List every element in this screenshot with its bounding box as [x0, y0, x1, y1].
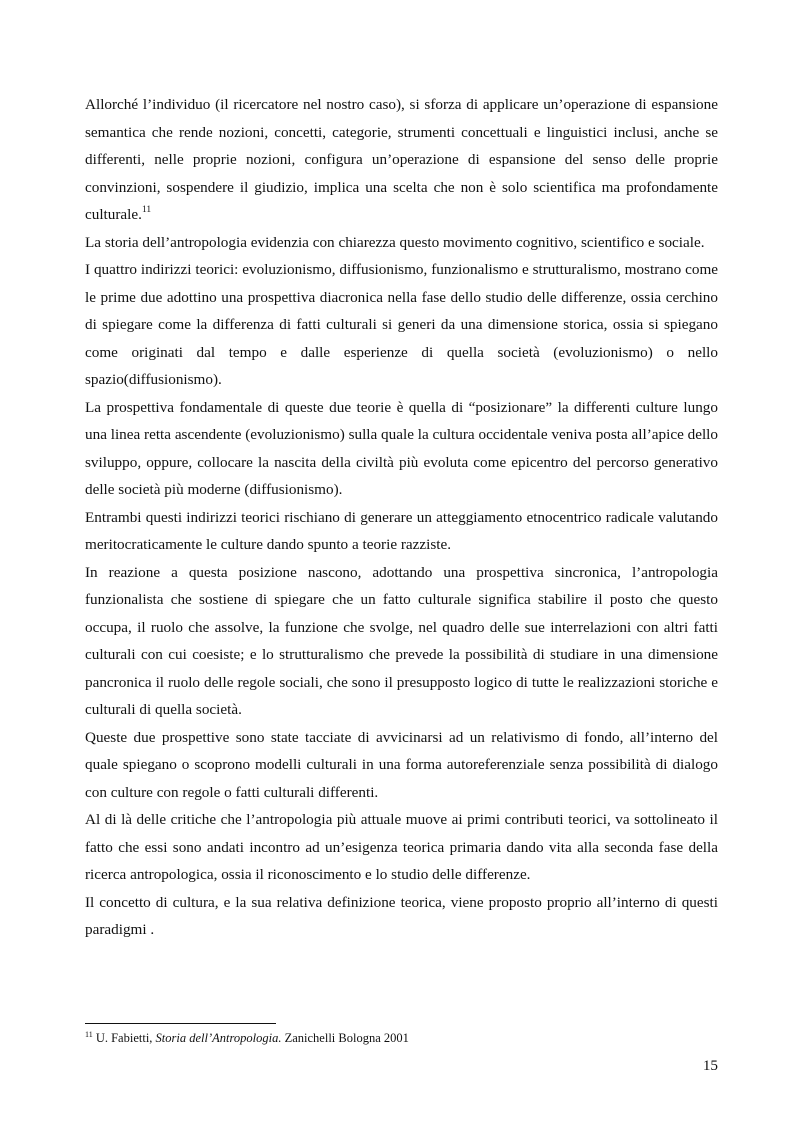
- paragraph: La prospettiva fondamentale di queste due teorie è quella di “posizionare” la differenti culture lungo una linea retta ascendente (evoluzionismo) sulla quale la cultura occidentale veniva posta all’apice dello sviluppo, oppure, collocare la nascita della civiltà più evoluta come epicentro del percorso generativo delle società più moderne (diffusionismo).: [85, 398, 718, 498]
- footnote: [85, 1030, 718, 1046]
- footnote-number: 11: [85, 1029, 93, 1039]
- footnote-publisher: Zanichelli Bologna 2001: [284, 1031, 409, 1045]
- footnote-reference: 11: [141, 204, 152, 215]
- paragraph: In reazione a questa posizione nascono, adottando una prospettiva sincronica, l’antropologia funzionalista che sostiene di spiegare che un fatto culturale significa stabilire il posto che questo occupa, il ruolo che assolve, la funzione che svolge, nel quadro delle sue interrelazioni con altri fatti culturali con cui coesiste; e lo strutturalismo che prevede la possibilità di studiare in una dimensione pancronica il ruolo delle regole sociali, che sono il presupposto logico di tutte le realizzazioni storiche e culturali di quella società.: [85, 563, 718, 718]
- body-text: [85, 91, 718, 944]
- footnote-author: U. Fabietti,: [95, 1031, 153, 1045]
- paragraph-text: Allorché l’individuo (il ricercatore nel nostro caso), si sforza di applicare un’operazione di espansione semantica che rende nozioni, concetti, categorie, strumenti concettuali e linguistici inclusi, anche se differenti, nelle proprie nozioni, configura un’operazione di espansione del senso delle proprie convinzioni, sospendere il giudizio, implica una scelta che non è solo scientifica ma profondamente culturale.: [85, 96, 718, 223]
- paragraph: La storia dell’antropologia evidenzia con chiarezza questo movimento cognitivo, scientifico e sociale.: [85, 233, 705, 251]
- paragraph: Entrambi questi indirizzi teorici rischiano di generare un atteggiamento etnocentrico radicale valutando meritocraticamente le culture dando spunto a teorie razziste.: [85, 508, 718, 553]
- footnote-title: Storia dell’Antropologia.: [155, 1031, 282, 1045]
- paragraph: Il concetto di cultura, e la sua relativa definizione teorica, viene proposto proprio all’interno di questi paradigmi .: [85, 893, 718, 938]
- paragraph: I quattro indirizzi teorici: evoluzionismo, diffusionismo, funzionalismo e strutturalismo, mostrano come le prime due adottino una prospettiva diacronica nella fase dello studio delle differenze, ossia cerchino di spiegare come la differenza di fatti culturali si generi da una dimensione storica, ossia si spiegano come originati dal tempo e dalle esperienze di quella società (evoluzionismo) o nello spazio(diffusionismo).: [85, 261, 718, 388]
- footnote-separator: [85, 1023, 276, 1024]
- paragraph: Al di là delle critiche che l’antropologia più attuale muove ai primi contributi teorici, va sottolineato il fatto che essi sono andati incontro ad un’esigenza teorica primaria dando vita alla seconda fase della ricerca antropologica, ossia il riconoscimento e lo studio delle differenze.: [85, 811, 718, 883]
- page-number: 15: [702, 1057, 718, 1074]
- paragraph: [85, 91, 718, 229]
- paragraph: Queste due prospettive sono state tacciate di avvicinarsi ad un relativismo di fondo, all’interno del quale spiegano o scoprono modelli culturali in una forma autoreferenziale senza possibilità di dialogo con culture con regole o fatti culturali differenti.: [85, 728, 718, 801]
